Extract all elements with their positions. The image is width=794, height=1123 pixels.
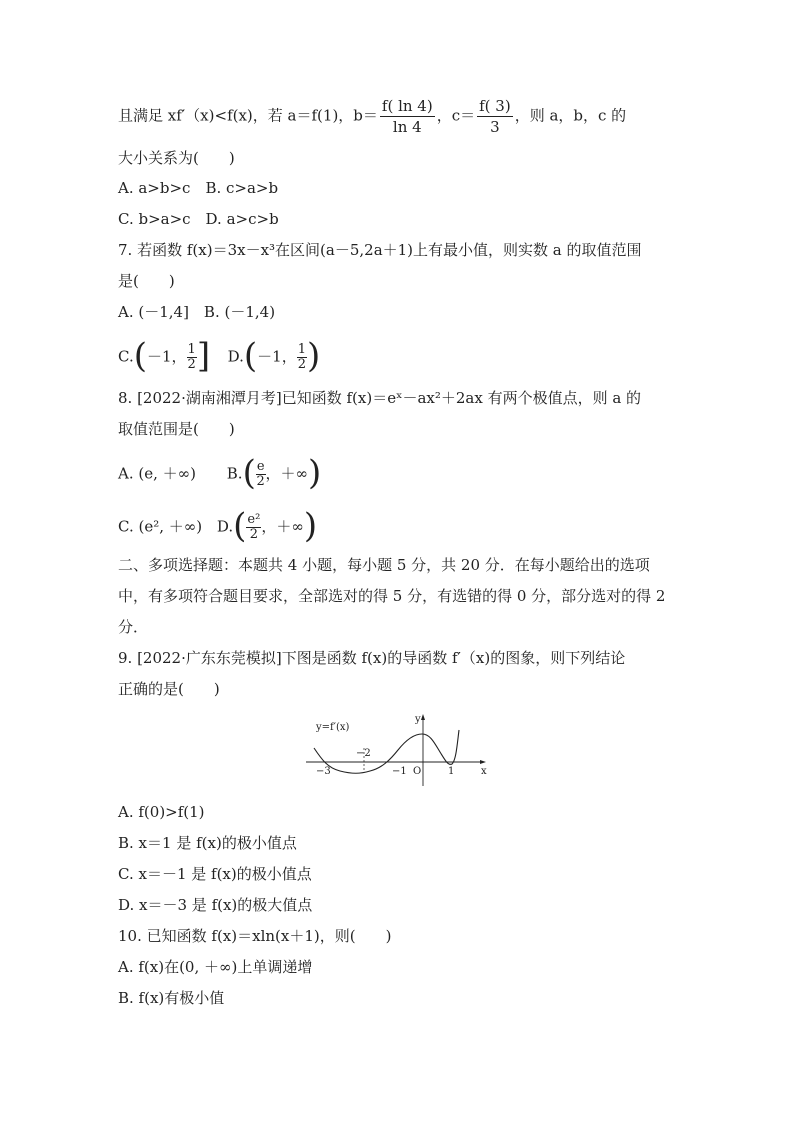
q7-line-1: 7. 若函数 f(x)＝3x－x³在区间(a－5,2a＋1)上有最小值，则实数 a 的取值范围: [118, 241, 642, 259]
q7-d-close-paren: ): [307, 335, 321, 376]
q7-d-den: 2: [297, 357, 306, 372]
q8-b-fraction: [256, 460, 266, 489]
q8-b-den: 2: [256, 474, 265, 489]
q7-c-den: 2: [187, 357, 196, 372]
section2-line-2: 中，有多项符合题目要求，全部选对的得 5 分，有选错的得 0 分，部分选对的得 2: [118, 587, 666, 605]
q8-d-open-paren: (: [233, 505, 247, 546]
q9-option-c: C. x＝－1 是 f(x)的极小值点: [118, 865, 312, 883]
tick-label-neg3: −3: [316, 766, 331, 777]
q7-option-c-label: C.: [118, 347, 134, 366]
q8-option-d-label: D.: [216, 517, 234, 536]
q7-c-close-bracket: ]: [196, 335, 211, 376]
y-axis-label: y: [415, 714, 421, 725]
q6-line-2: 大小关系为( ): [118, 149, 235, 167]
q7-d-value: －1，: [257, 347, 297, 366]
q7-option-d-label: D.: [227, 347, 244, 366]
q8-d-den: 2: [249, 527, 259, 542]
q6-options-ab: A. a>b>c B. c>a>b: [118, 179, 279, 197]
q8-d-infinity: ，＋∞: [261, 517, 304, 536]
q8-b-num: e: [256, 459, 265, 474]
q8-options-ab: [118, 452, 322, 493]
q10-option-a: A. f(x)在(0, ＋∞)上单调递增: [118, 958, 313, 976]
q8-options-cd: [118, 505, 318, 546]
q7-c-fraction: [187, 343, 197, 372]
section2-line-1: 二、多项选择题：本题共 4 小题，每小题 5 分，共 20 分．在每小题给出的选项: [118, 556, 650, 574]
tick-label-neg2: −2: [356, 748, 371, 759]
q6-text-post: ，则 a，b，c 的: [514, 106, 627, 125]
c-numerator: f( 3): [479, 97, 511, 115]
q6-options-cd: C. b>a>c D. a>c>b: [118, 210, 279, 228]
q8-d-fraction: [246, 513, 261, 542]
q9-option-b: B. x＝1 是 f(x)的极小值点: [118, 834, 297, 852]
x-axis-label: x: [481, 766, 487, 777]
b-numerator: f( ln 4): [381, 97, 433, 115]
q8-line-2: 取值范围是( ): [118, 420, 235, 438]
tick-label-1: 1: [448, 766, 455, 777]
q8-option-b-label: B.: [226, 464, 243, 483]
q8-option-a: A. (e, ＋∞): [118, 464, 196, 483]
q6-text-mid: ，c＝: [436, 106, 476, 125]
q7-c-value: －1，: [146, 347, 187, 366]
q7-d-open-paren: (: [243, 335, 258, 376]
q9-option-d: D. x＝－3 是 f(x)的极大值点: [118, 896, 313, 914]
q9-option-a: A. f(0)>f(1): [118, 803, 205, 821]
y-axis-arrow-icon: [421, 714, 425, 720]
curve-label: y=f′(x): [316, 722, 350, 733]
q9-line-1: 9. [2022·广东东莞模拟]下图是函数 f(x)的导函数 f′（x)的图象，则下列结论: [118, 649, 626, 667]
q7-d-fraction: [297, 343, 307, 372]
c-denominator: 3: [490, 118, 500, 136]
derivative-graph: [300, 708, 490, 788]
q7-d-num: 1: [297, 342, 306, 357]
b-fraction: [380, 97, 435, 136]
x-axis-arrow-icon: [480, 760, 486, 764]
q6-line-1: [118, 97, 626, 136]
q7-options-ab: A. (－1,4] B. (－1,4): [118, 303, 276, 321]
section2-line-3: 分．: [118, 618, 149, 636]
q10-line-1: 10. 已知函数 f(x)＝xln(x＋1)，则( ): [118, 927, 392, 945]
q10-option-b: B. f(x)有极小值: [118, 989, 225, 1007]
q8-b-open-paren: (: [242, 452, 256, 493]
q7-c-open-paren: (: [133, 335, 147, 376]
origin-label: O: [413, 766, 422, 777]
q7-options-cd: [118, 335, 321, 376]
q8-b-infinity: ，＋∞: [265, 464, 309, 483]
q8-b-close-paren: ): [308, 452, 322, 493]
q9-line-2: 正确的是( ): [118, 680, 220, 698]
b-denominator: ln 4: [392, 118, 422, 136]
tick-label-neg1: −1: [392, 766, 407, 777]
q7-c-num: 1: [187, 342, 196, 357]
q7-line-2: 是( ): [118, 272, 175, 290]
derivative-curve: [314, 730, 459, 773]
q8-d-close-paren: ): [303, 505, 318, 546]
q8-d-num: e²: [247, 512, 261, 527]
q6-text-pre: 且满足 xf′（x)<f(x)，若 a＝f(1)，b＝: [118, 106, 378, 125]
c-fraction: [477, 97, 513, 136]
q8-option-c: C. (e², ＋∞): [118, 517, 203, 536]
q8-line-1: 8. [2022·湖南湘潭月考]已知函数 f(x)＝eˣ－ax²＋2ax 有两个极值点，则 a 的: [118, 389, 642, 407]
